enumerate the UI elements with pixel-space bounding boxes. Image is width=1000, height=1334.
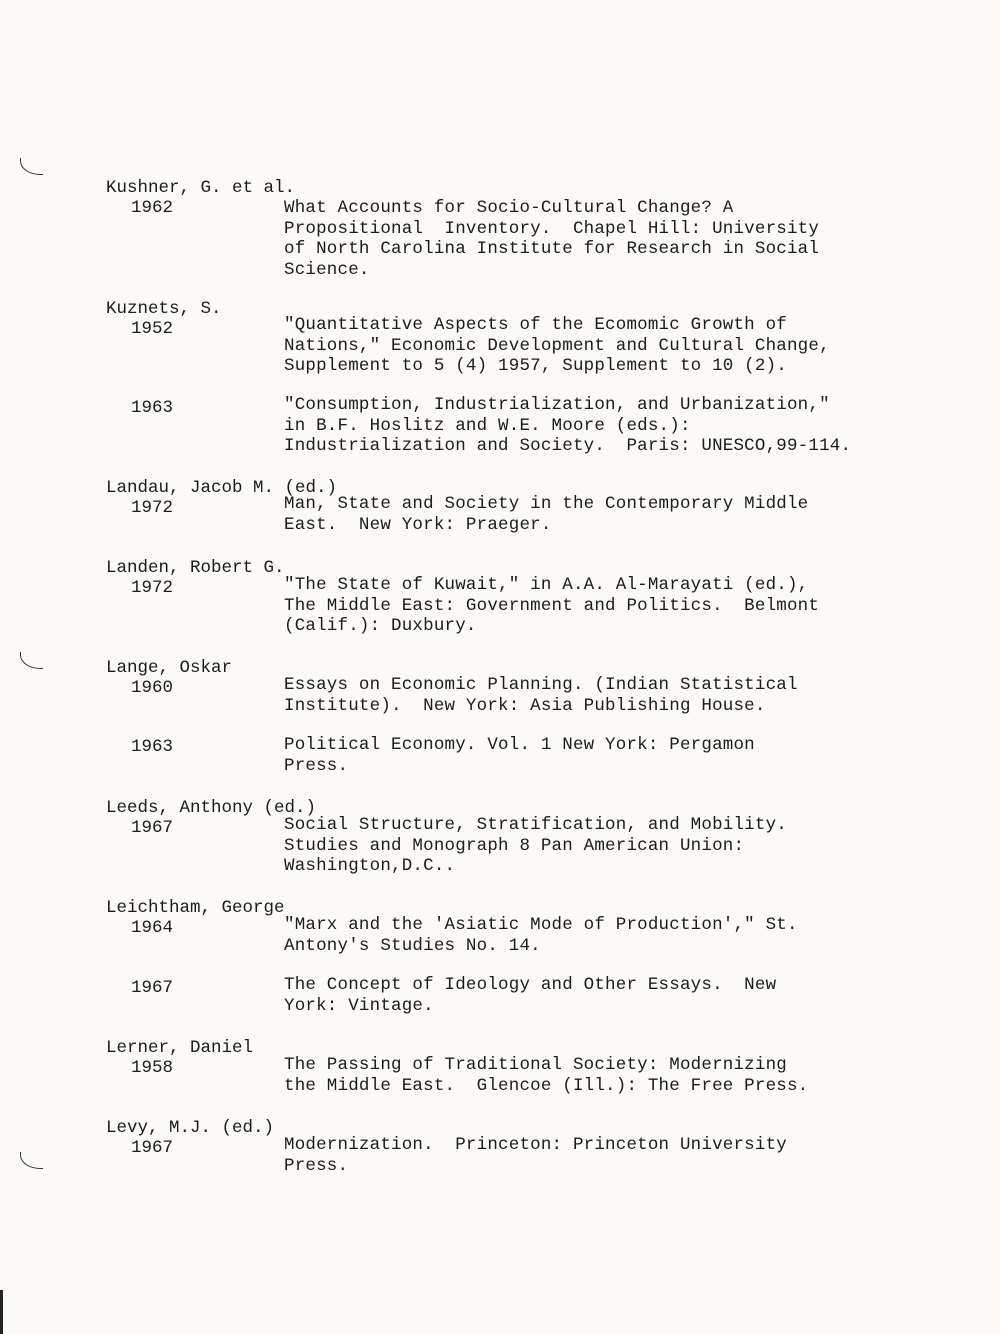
entry-author: Kushner, G. et al. <box>106 178 296 198</box>
entry-year: 1952 <box>131 319 174 339</box>
citation-line: Antony's Studies No. 14. <box>284 935 541 956</box>
entry-citation <box>284 575 819 637</box>
citation-line: Press. <box>284 755 349 776</box>
citation-line: What Accounts for Socio-Cultural Change? A <box>284 198 734 218</box>
entry-year: 1967 <box>131 978 174 998</box>
entry-year: 1962 <box>131 198 174 218</box>
page-edge-mark <box>0 1290 3 1334</box>
citation-line: Press. <box>284 1155 349 1176</box>
entry-citation <box>284 395 851 457</box>
citation-line: Social Structure, Stratification, and Mobility. <box>284 815 787 835</box>
entry-year: 1967 <box>131 1138 174 1158</box>
citation-line: Institute). New York: Asia Publishing House. <box>284 695 766 716</box>
hole-punch-mark <box>20 158 43 175</box>
citation-line: Modernization. Princeton: Princeton University <box>284 1135 787 1155</box>
citation-line: The Middle East: Government and Politics. Belmont <box>284 595 820 616</box>
entry-year: 1972 <box>131 578 174 598</box>
entry-citation <box>284 494 808 535</box>
entry-citation <box>284 1135 787 1176</box>
citation-line: East. New York: Praeger. <box>284 514 552 535</box>
entry-citation <box>284 815 787 877</box>
citation-line: The Concept of Ideology and Other Essays. New <box>284 975 777 995</box>
entry-author: Levy, M.J. (ed.) <box>106 1118 275 1138</box>
entry-citation <box>284 1055 808 1096</box>
entry-year: 1958 <box>131 1058 174 1078</box>
hole-punch-mark <box>20 652 43 669</box>
entry-year: 1964 <box>131 918 174 938</box>
citation-line: (Calif.): Duxbury. <box>284 616 477 636</box>
citation-line: Nations," Economic Development and Cultural Change, <box>284 335 830 356</box>
citation-line: "Quantitative Aspects of the Ecomomic Growth of <box>284 315 787 335</box>
citation-line: Political Economy. Vol. 1 New York: Pergamon <box>284 735 755 755</box>
citation-line: York: Vintage. <box>284 995 434 1016</box>
entry-author: Leichtham, George <box>106 898 285 918</box>
entry-author: Lange, Oskar <box>106 658 233 678</box>
entry-year: 1972 <box>131 498 174 518</box>
entry-author: Leeds, Anthony (ed.) <box>106 798 317 818</box>
citation-line: Industrialization and Society. Paris: UNESCO,99-114. <box>284 436 852 456</box>
entry-year: 1960 <box>131 678 174 698</box>
entry-author: Lerner, Daniel <box>106 1038 254 1058</box>
entry-year: 1963 <box>131 737 174 757</box>
hole-punch-mark <box>20 1152 43 1169</box>
citation-line: Essays on Economic Planning. (Indian Statistical <box>284 675 798 695</box>
citation-line: of North Carolina Institute for Research in Social <box>284 239 820 259</box>
entry-author: Landen, Robert G. <box>106 558 285 578</box>
entry-author: Landau, Jacob M. (ed.) <box>106 478 338 498</box>
citation-line: in B.F. Hoslitz and W.E. Moore (eds.): <box>284 415 691 436</box>
citation-line: Propositional Inventory. Chapel Hill: University <box>284 218 820 239</box>
entry-citation <box>284 198 819 280</box>
citation-line: "Marx and the 'Asiatic Mode of Production'," St. <box>284 915 798 935</box>
citation-line: "Consumption, Industrialization, and Urbanization," <box>284 395 830 415</box>
citation-line: Man, State and Society in the Contemporary Middle <box>284 494 809 514</box>
citation-line: "The State of Kuwait," in A.A. Al-Marayati (ed.), <box>284 575 809 595</box>
entry-citation <box>284 315 830 377</box>
entry-citation <box>284 915 798 956</box>
citation-line: the Middle East. Glencoe (Ill.): The Free Press. <box>284 1075 809 1096</box>
citation-line: Studies and Monograph 8 Pan American Union: <box>284 835 745 856</box>
citation-line: The Passing of Traditional Society: Modernizing <box>284 1055 787 1075</box>
citation-line: Supplement to 5 (4) 1957, Supplement to 10 (2). <box>284 356 787 376</box>
entry-citation <box>284 675 798 716</box>
citation-line: Science. <box>284 259 370 280</box>
entry-citation <box>284 735 755 776</box>
entry-author: Kuznets, S. <box>106 299 222 319</box>
entry-year: 1963 <box>131 398 174 418</box>
entry-citation <box>284 975 776 1016</box>
citation-line: Washington,D.C.. <box>284 856 456 876</box>
entry-year: 1967 <box>131 818 174 838</box>
